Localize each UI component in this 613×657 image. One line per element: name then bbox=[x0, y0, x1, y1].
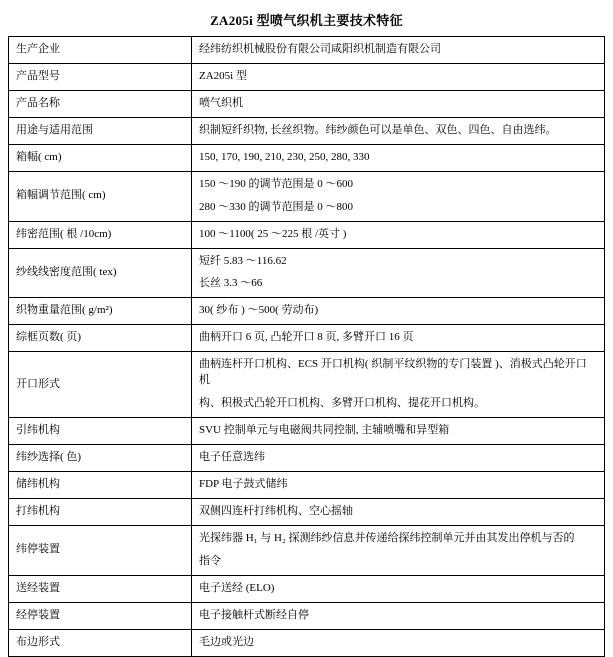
row-value-line: 曲柄连杆开口机构、ECS 开口机构( 织制平纹织物的专门装置 )、消极式凸轮开口机 bbox=[199, 358, 587, 387]
row-value: 经纬纺织机械股份有限公司咸阳织机制造有限公司 bbox=[192, 37, 605, 64]
table-row bbox=[9, 248, 605, 298]
row-label: 送经装置 bbox=[9, 575, 192, 602]
row-label: 综框页数( 页) bbox=[9, 325, 192, 352]
table-row bbox=[9, 418, 605, 445]
table-row bbox=[9, 629, 605, 656]
row-label: 纬密范围( 根 /10cm) bbox=[9, 221, 192, 248]
row-value: 毛边或光边 bbox=[192, 629, 605, 656]
table-row bbox=[9, 171, 605, 221]
table-row bbox=[9, 602, 605, 629]
row-value-line: 短纤 5.83 ～116.62 bbox=[199, 254, 287, 267]
row-value-line: 构、积极式凸轮开口机构、多臂开口机构、提花开口机构。 bbox=[199, 397, 485, 410]
table-row bbox=[9, 471, 605, 498]
row-label: 引纬机构 bbox=[9, 418, 192, 445]
table-row bbox=[9, 117, 605, 144]
row-label: 产品型号 bbox=[9, 63, 192, 90]
row-value bbox=[192, 525, 605, 575]
table-row bbox=[9, 63, 605, 90]
row-label: 箱幅( cm) bbox=[9, 144, 192, 171]
table-row bbox=[9, 90, 605, 117]
row-value: 电子送经 (ELO) bbox=[192, 575, 605, 602]
row-value bbox=[192, 352, 605, 418]
row-label: 箱幅调节范围( cm) bbox=[9, 171, 192, 221]
row-label: 打纬机构 bbox=[9, 498, 192, 525]
row-value bbox=[192, 248, 605, 298]
row-label: 储纬机构 bbox=[9, 471, 192, 498]
row-label: 纱线线密度范围( tex) bbox=[9, 248, 192, 298]
row-value: SVU 控制单元与电磁阀共同控制, 主辅喷嘴和异型箱 bbox=[192, 418, 605, 445]
row-value: 150, 170, 190, 210, 230, 250, 280, 330 bbox=[192, 144, 605, 171]
table-row bbox=[9, 575, 605, 602]
row-label: 开口形式 bbox=[9, 352, 192, 418]
table-body bbox=[9, 37, 605, 657]
row-value: 电子接触杆式断经自停 bbox=[192, 602, 605, 629]
table-row bbox=[9, 445, 605, 472]
row-value: 喷气织机 bbox=[192, 90, 605, 117]
row-value bbox=[192, 171, 605, 221]
row-label: 生产企业 bbox=[9, 37, 192, 64]
page-title: ZA205i 型喷气织机主要技术特征 bbox=[210, 13, 403, 28]
row-value: FDP 电子鼓式储纬 bbox=[192, 471, 605, 498]
row-value-line: 280 ～330 的调节范围是 0 ～800 bbox=[199, 200, 353, 213]
row-label: 产品名称 bbox=[9, 90, 192, 117]
row-value: 双侧四连杆打纬机构、空心摇轴 bbox=[192, 498, 605, 525]
table-row bbox=[9, 37, 605, 64]
table-row bbox=[9, 221, 605, 248]
row-value: 曲柄开口 6 页, 凸轮开口 8 页, 多臂开口 16 页 bbox=[192, 325, 605, 352]
row-value-line: 150 ～190 的调节范围是 0 ～600 bbox=[199, 177, 353, 190]
row-label: 纬纱选择( 色) bbox=[9, 445, 192, 472]
table-row bbox=[9, 498, 605, 525]
table-row bbox=[9, 325, 605, 352]
table-row bbox=[9, 525, 605, 575]
table-row bbox=[9, 298, 605, 325]
row-value: ZA205i 型 bbox=[192, 63, 605, 90]
table-row bbox=[9, 144, 605, 171]
row-value-line: 指令 bbox=[199, 554, 221, 567]
row-label: 经停装置 bbox=[9, 602, 192, 629]
table-row bbox=[9, 352, 605, 418]
row-label: 布边形式 bbox=[9, 629, 192, 656]
row-value: 30( 纱布 ) ～500( 劳动布) bbox=[192, 298, 605, 325]
row-label: 织物重量范围( g/m²) bbox=[9, 298, 192, 325]
row-value: 电子任意选纬 bbox=[192, 445, 605, 472]
row-label: 用途与适用范围 bbox=[9, 117, 192, 144]
row-value-line: 长丝 3.3 ～66 bbox=[199, 277, 263, 290]
row-value: 100 ～1100( 25 ～225 根 /英寸 ) bbox=[192, 221, 605, 248]
row-value-line: 光探纬器 H₁ 与 H₂ 探测纬纱信息并传递给探纬控制单元并由其发出停机与否的 bbox=[199, 531, 575, 544]
row-value: 织制短纤织物, 长丝织物。纬纱颜色可以是单色、双色、四色、自由选纬。 bbox=[192, 117, 605, 144]
specification-table bbox=[8, 36, 605, 657]
row-label: 纬停装置 bbox=[9, 525, 192, 575]
